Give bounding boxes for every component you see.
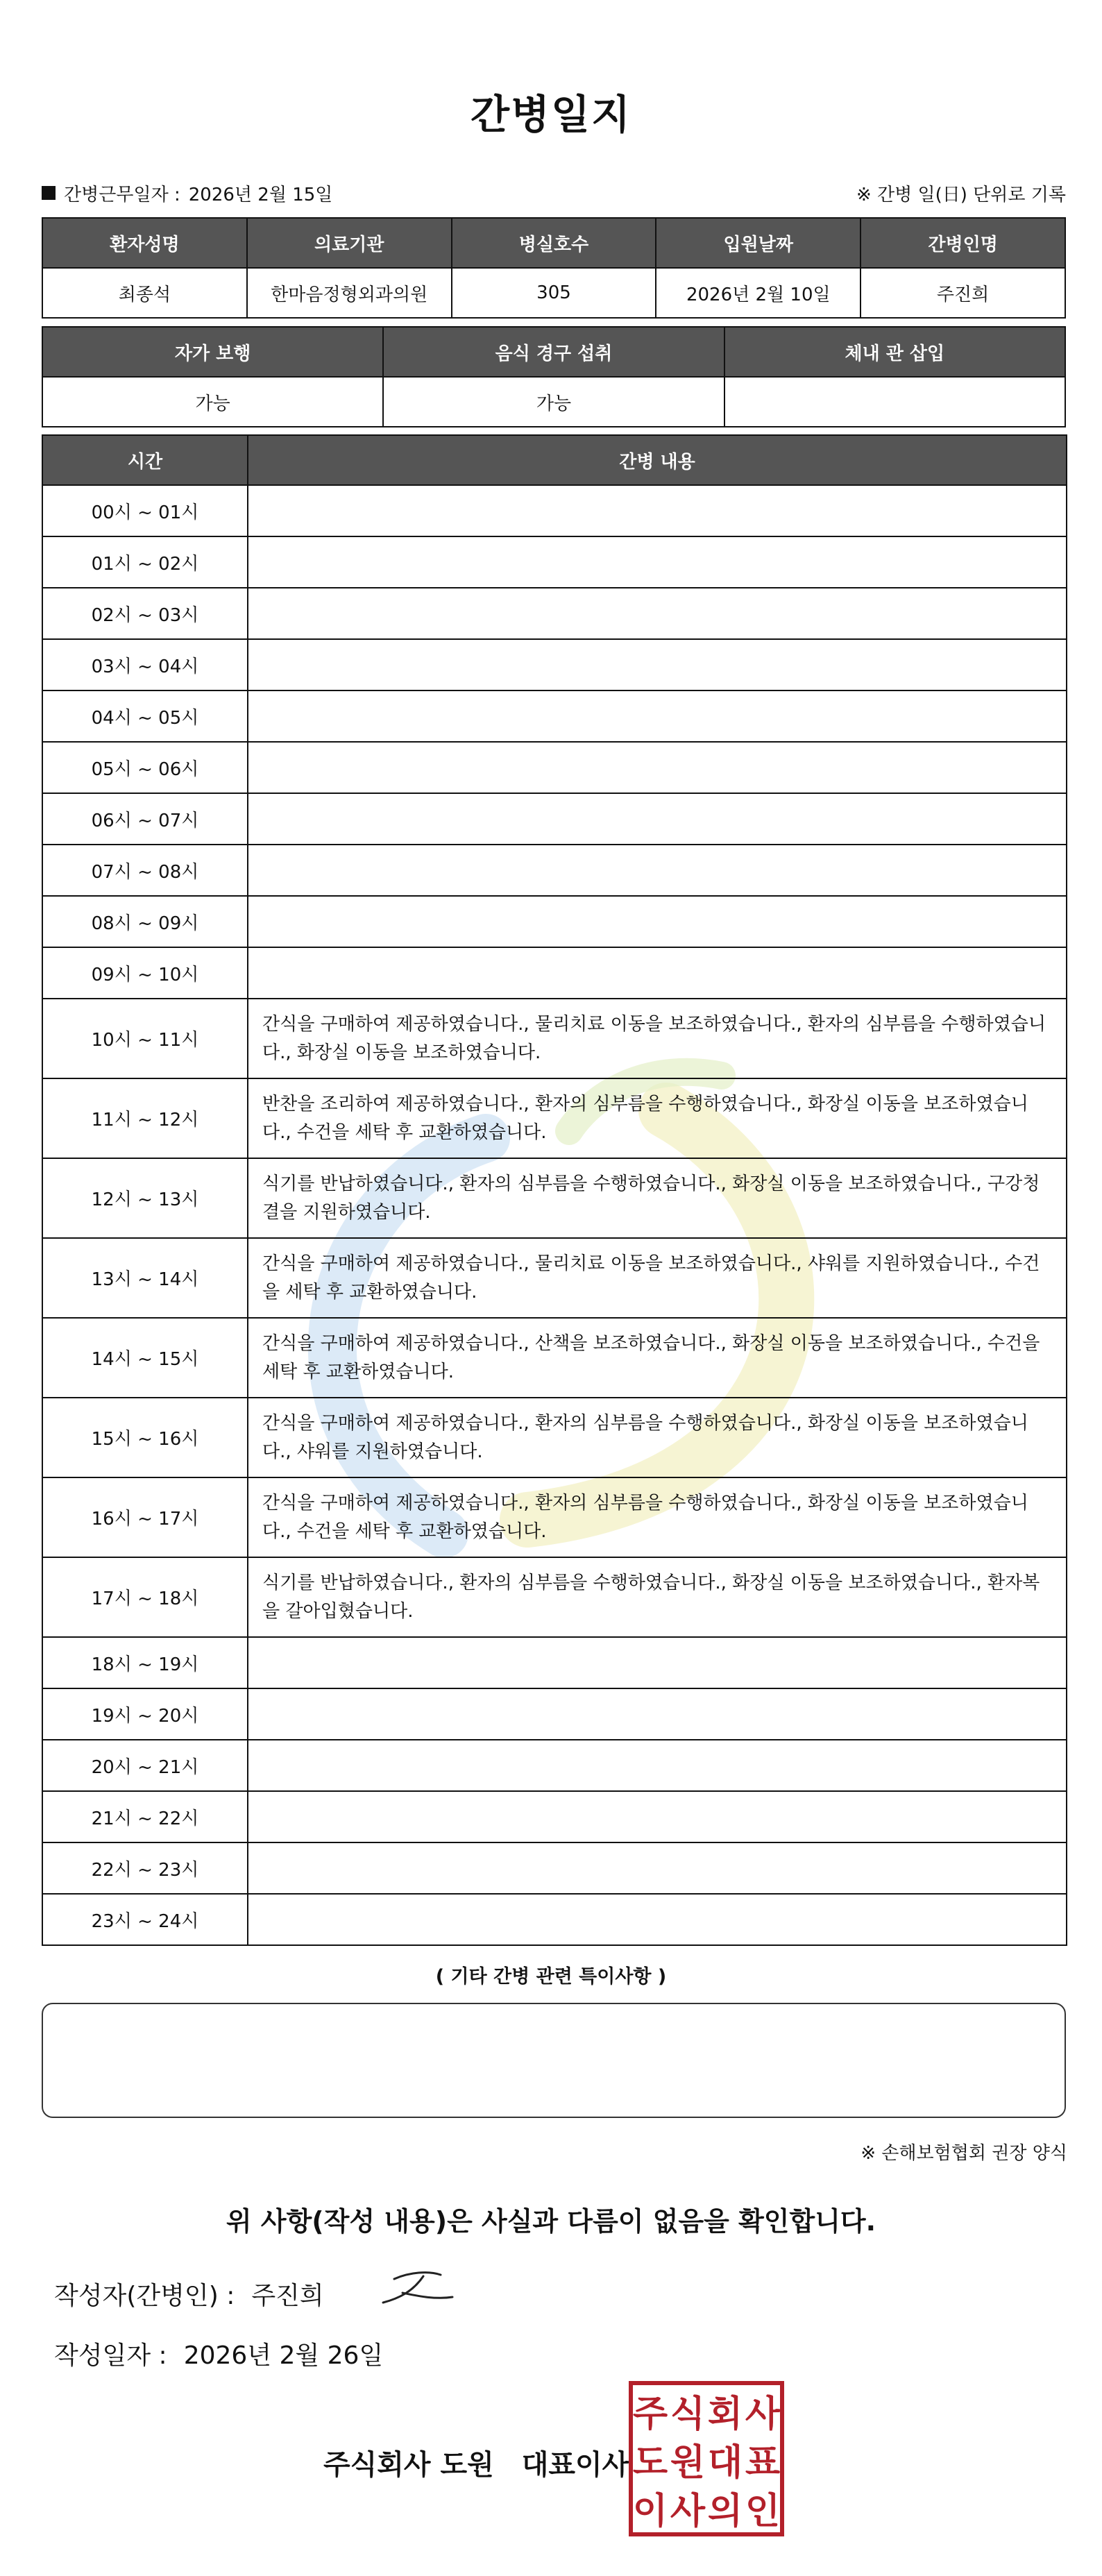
care-content	[248, 1791, 1067, 1842]
time-slot: 23시 ~ 24시	[42, 1894, 248, 1945]
written-date-label: 작성일자 :	[54, 2341, 167, 2370]
care-content	[248, 690, 1067, 742]
table-row	[42, 1894, 1067, 1945]
time-slot: 09시 ~ 10시	[42, 947, 248, 999]
time-slot: 20시 ~ 21시	[42, 1740, 248, 1791]
company-line	[323, 2443, 629, 2482]
care-content	[248, 947, 1067, 999]
table-row	[42, 947, 1067, 999]
writer-name: 주진희	[251, 2282, 324, 2310]
time-slot: 16시 ~ 17시	[42, 1477, 248, 1557]
table-row	[42, 1398, 1067, 1477]
caregiver-name: 주진희	[861, 268, 1065, 318]
time-slot: 13시 ~ 14시	[42, 1238, 248, 1318]
table-row	[42, 1688, 1067, 1740]
seal-character: 이	[632, 2491, 668, 2532]
header-tube-insertion: 체내 관 삽입	[724, 327, 1065, 377]
square-bullet-icon	[42, 186, 56, 200]
company-seal	[628, 2380, 785, 2537]
care-content: 식기를 반납하였습니다., 환자의 심부름을 수행하였습니다., 화장실 이동을 보조하였습니다., 구강청결을 지원하였습니다.	[248, 1158, 1067, 1238]
time-slot: 00시 ~ 01시	[42, 485, 248, 536]
seal-character: 회	[707, 2393, 743, 2435]
header-caregiver: 간병인명	[861, 218, 1065, 268]
table-row	[42, 1791, 1067, 1842]
patient-status-table	[42, 326, 1066, 427]
seal-character: 원	[670, 2442, 706, 2484]
care-content	[248, 1637, 1067, 1688]
table-row	[42, 1557, 1067, 1637]
page-title: 간병일지	[470, 91, 632, 138]
time-slot: 04시 ~ 05시	[42, 690, 248, 742]
seal-character: 사	[745, 2393, 781, 2435]
written-date: 2026년 2월 26일	[183, 2341, 384, 2370]
table-row	[42, 845, 1067, 896]
time-slot: 21시 ~ 22시	[42, 1791, 248, 1842]
seal-character: 대	[707, 2442, 743, 2484]
table-row	[42, 485, 1067, 536]
care-content	[248, 793, 1067, 845]
table-row	[42, 588, 1067, 639]
meta-row	[42, 179, 1066, 207]
table-row	[42, 1477, 1067, 1557]
writer-label: 작성자(간병인) :	[54, 2282, 235, 2310]
table-row	[42, 690, 1067, 742]
time-slot: 01시 ~ 02시	[42, 536, 248, 588]
table-row	[42, 1842, 1067, 1894]
time-slot: 22시 ~ 23시	[42, 1842, 248, 1894]
seal-character: 인	[745, 2491, 781, 2532]
time-slot: 14시 ~ 15시	[42, 1318, 248, 1398]
company-role: 대표이사	[521, 2449, 629, 2481]
hospital-name: 한마음정형외과의원	[247, 268, 452, 318]
seal-character: 도	[632, 2442, 668, 2484]
recommended-form-note: ※ 손해보험협회 권장 양식	[861, 2143, 1067, 2164]
care-content: 반찬을 조리하여 제공하였습니다., 환자의 심부름을 수행하였습니다., 화장실 이동을 보조하였습니다., 수건을 세탁 후 교환하였습니다.	[248, 1078, 1067, 1158]
care-content	[248, 896, 1067, 947]
care-content: 간식을 구매하여 제공하였습니다., 환자의 심부름을 수행하였습니다., 화장실 이동을 보조하였습니다., 샤워를 지원하였습니다.	[248, 1398, 1067, 1477]
time-slot: 12시 ~ 13시	[42, 1158, 248, 1238]
written-date-line	[54, 2336, 383, 2371]
writer-line	[54, 2276, 324, 2312]
time-slot: 07시 ~ 08시	[42, 845, 248, 896]
header-admission-date: 입원날짜	[656, 218, 861, 268]
header-room: 병실호수	[452, 218, 656, 268]
seal-character: 의	[707, 2491, 743, 2532]
care-content	[248, 845, 1067, 896]
room-number: 305	[452, 268, 656, 318]
patient-name: 최종석	[42, 268, 247, 318]
time-slot: 08시 ~ 09시	[42, 896, 248, 947]
time-slot: 05시 ~ 06시	[42, 742, 248, 793]
time-slot: 19시 ~ 20시	[42, 1688, 248, 1740]
care-content	[248, 1894, 1067, 1945]
oral-intake-value: 가능	[383, 377, 724, 427]
care-content	[248, 588, 1067, 639]
care-content	[248, 536, 1067, 588]
time-slot: 03시 ~ 04시	[42, 639, 248, 690]
care-content: 간식을 구매하여 제공하였습니다., 물리치료 이동을 보조하였습니다., 샤워를 지원하였습니다., 수건을 세탁 후 교환하였습니다.	[248, 1238, 1067, 1318]
signature	[375, 2264, 458, 2312]
header-hospital: 의료기관	[247, 218, 452, 268]
care-content	[248, 1842, 1067, 1894]
table-row	[42, 1078, 1067, 1158]
table-row	[42, 1318, 1067, 1398]
table-row	[42, 1637, 1067, 1688]
table-row	[42, 1158, 1067, 1238]
care-content	[248, 1688, 1067, 1740]
remarks-title: ( 기타 간병 관련 특이사항 )	[435, 1966, 667, 1988]
care-log-table	[42, 434, 1067, 1946]
work-date-label: 간병근무일자 :	[64, 184, 180, 205]
header-oral-intake: 음식 경구 섭취	[383, 327, 724, 377]
seal-character: 주	[632, 2393, 668, 2435]
seal-character: 표	[745, 2442, 781, 2484]
seal-character: 사	[670, 2491, 706, 2532]
table-row	[42, 1740, 1067, 1791]
time-slot: 02시 ~ 03시	[42, 588, 248, 639]
header-time: 시간	[42, 435, 248, 485]
care-content	[248, 1740, 1067, 1791]
table-row	[42, 639, 1067, 690]
time-slot: 06시 ~ 07시	[42, 793, 248, 845]
record-unit-note: ※ 간병 일(日) 단위로 기록	[856, 184, 1066, 205]
header-care-content: 간병 내용	[248, 435, 1067, 485]
patient-info-table	[42, 217, 1066, 319]
care-content	[248, 639, 1067, 690]
care-content: 간식을 구매하여 제공하였습니다., 환자의 심부름을 수행하였습니다., 화장실 이동을 보조하였습니다., 수건을 세탁 후 교환하였습니다.	[248, 1477, 1067, 1557]
table-row	[42, 742, 1067, 793]
header-self-walking: 자가 보행	[42, 327, 383, 377]
time-slot: 10시 ~ 11시	[42, 999, 248, 1078]
care-content: 식기를 반납하였습니다., 환자의 심부름을 수행하였습니다., 화장실 이동을 보조하였습니다., 환자복을 갈아입혔습니다.	[248, 1557, 1067, 1637]
header-patient-name: 환자성명	[42, 218, 247, 268]
table-row	[42, 536, 1067, 588]
work-date: 2026년 2월 15일	[188, 184, 333, 205]
company-name: 주식회사 도원	[323, 2449, 494, 2481]
table-row	[42, 896, 1067, 947]
self-walking-value: 가능	[42, 377, 383, 427]
admission-date: 2026년 2월 10일	[656, 268, 861, 318]
time-slot: 18시 ~ 19시	[42, 1637, 248, 1688]
table-row	[42, 1238, 1067, 1318]
table-row	[42, 793, 1067, 845]
tube-insertion-value	[724, 377, 1065, 427]
care-content	[248, 742, 1067, 793]
time-slot: 17시 ~ 18시	[42, 1557, 248, 1637]
care-content	[248, 485, 1067, 536]
care-content: 간식을 구매하여 제공하였습니다., 산책을 보조하였습니다., 화장실 이동을 보조하였습니다., 수건을 세탁 후 교환하였습니다.	[248, 1318, 1067, 1398]
table-row	[42, 999, 1067, 1078]
seal-character: 식	[670, 2393, 706, 2435]
time-slot: 15시 ~ 16시	[42, 1398, 248, 1477]
confirmation-statement: 위 사항(작성 내용)은 사실과 다름이 없음을 확인합니다.	[226, 2206, 876, 2237]
time-slot: 11시 ~ 12시	[42, 1078, 248, 1158]
remarks-box	[42, 2003, 1066, 2118]
care-content: 간식을 구매하여 제공하였습니다., 물리치료 이동을 보조하였습니다., 환자의 심부름을 수행하였습니다., 화장실 이동을 보조하였습니다.	[248, 999, 1067, 1078]
